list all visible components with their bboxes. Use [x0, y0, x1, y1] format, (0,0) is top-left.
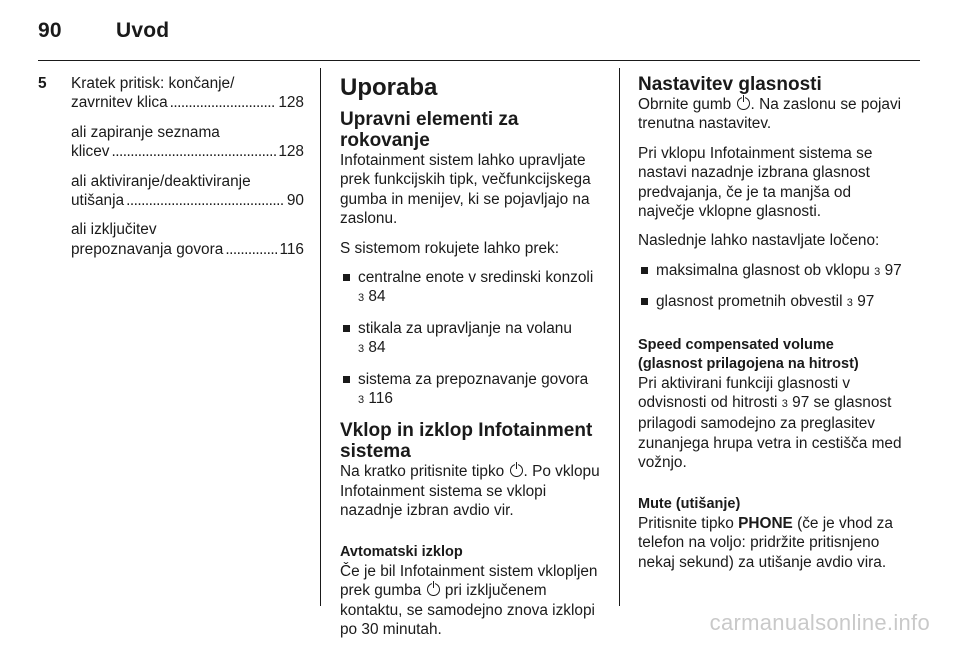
power-paragraph [340, 462, 603, 520]
page-reference[interactable] [358, 390, 393, 407]
reference-arrow-icon: 3 [358, 343, 365, 356]
page-header [38, 19, 169, 43]
text-run: se glasnost prilagodi samodejno za preglasitev zunanjega hrupa vetra in cestišča med vožnjo. [638, 394, 902, 472]
reference-arrow-icon: 3 [781, 398, 788, 411]
toc-entry [38, 123, 304, 162]
column-middle [340, 74, 603, 649]
text-run: Obrnite gumb [638, 96, 732, 113]
toc-entry [38, 220, 304, 259]
bullet-item [340, 370, 603, 411]
text-run: (če je vhod za telefon na voljo: pridržite pritisnjeno nekaj sekund) za utišanje avdio vira. [638, 514, 893, 571]
minor-heading: Avtomatski izklop [340, 543, 463, 560]
leader-dots [225, 240, 277, 259]
text-run: Na kratko pritisnite tipko [340, 463, 505, 481]
startup-volume-paragraph: Pri vklopu Infotainment sistema se nastavi nazadnje izbrana glasnost predvajanja, če je ta manjša od največje vklopne glasnosti. [638, 144, 873, 221]
reference-arrow-icon: 3 [846, 297, 853, 310]
entry-line: ali zapiranje seznama [71, 123, 220, 141]
entry-line: prepoznavanja govora [71, 240, 224, 258]
reference-arrow-icon: 3 [358, 292, 365, 305]
bullet-text: centralne enote v sredinski konzoli [358, 269, 594, 287]
page-link[interactable]: 84 [368, 288, 386, 306]
page-link[interactable]: 97 [884, 261, 902, 279]
power-knob-icon [427, 583, 440, 596]
watermark: carmanualsonline.info [709, 610, 930, 635]
page-link[interactable]: 97 [857, 293, 875, 311]
chapter-title: Uvod [116, 19, 170, 42]
subsection-heading: Nastavitev glasnosti [638, 74, 822, 95]
intro-paragraph: Infotainment sistem lahko upravljate prek funkcijskih tipk, večfunkcijskega gumba in menijev, ki se pojavljajo na zaslonu. [340, 152, 591, 228]
page-link[interactable]: 116 [368, 390, 393, 408]
minor-heading: Speed compensated volume [638, 336, 834, 353]
entry-line: Kratek pritisk: končanje/ [71, 75, 235, 92]
bullet-text: sistema za prepoznavanje govora [358, 370, 589, 388]
text-run: . Po vklopu Infotainment sistema se vklopi nazadnje izbran avdio vir. [340, 463, 600, 520]
page-link[interactable]: 128 [278, 94, 304, 112]
entry-line: klicev [71, 143, 110, 161]
text-run: Pritisnite tipko [638, 514, 734, 532]
minor-heading: Mute (utišanje) [638, 495, 741, 512]
separate-settings-paragraph: Naslednje lahko nastavljate ločeno: [638, 232, 880, 250]
item-number: 5 [38, 75, 47, 92]
column-right [638, 74, 904, 582]
page-reference[interactable] [358, 288, 386, 305]
subsection-heading: Vklop in izklop Infotainment sistema [340, 420, 593, 463]
bullet-text: glasnost prometnih obvestil [656, 293, 843, 311]
page-link[interactable]: 84 [368, 339, 386, 357]
auto-off-paragraph [340, 562, 603, 640]
page-link[interactable]: 97 [792, 394, 810, 412]
speed-volume-paragraph [638, 374, 904, 473]
mute-paragraph [638, 514, 904, 572]
page-link[interactable]: 128 [278, 143, 304, 161]
bullet-item [638, 261, 904, 282]
bullet-text: stikala za upravljanje na volanu [358, 319, 572, 337]
reference-arrow-icon: 3 [874, 265, 881, 278]
leader-dots [170, 93, 277, 112]
column-divider-2 [619, 68, 620, 606]
text-run: Če je bil Infotainment sistem vklopljen prek gumba [340, 562, 598, 600]
entry-line: ali aktiviranje/deaktiviranje [71, 172, 251, 190]
power-knob-icon [737, 97, 750, 110]
entry-ref-row [71, 191, 304, 210]
column-divider-1 [320, 68, 321, 606]
text-run: Pri aktivirani funkciji glasnosti v odvisnosti od hitrosti [638, 374, 851, 412]
bullet-item [638, 292, 904, 313]
entry-line: ali izključitev [71, 221, 157, 239]
entry-line: utišanja [71, 192, 125, 210]
section-heading: Uporaba [340, 74, 438, 101]
page-reference[interactable] [782, 394, 810, 411]
header-rule [38, 60, 920, 61]
page-reference[interactable] [874, 262, 902, 279]
bullet-item [340, 268, 603, 309]
entry-ref-row [71, 142, 304, 161]
column-left [38, 74, 304, 269]
phone-key-label: PHONE [738, 514, 793, 532]
page-reference[interactable] [358, 339, 386, 356]
toc-entry [38, 172, 304, 211]
entry-ref-row [71, 240, 304, 259]
leader-dots [111, 142, 276, 161]
text-run: . Na zaslonu se pojavi trenutna nastavitev. [638, 96, 902, 133]
page-reference[interactable] [847, 293, 875, 310]
volume-paragraph [638, 95, 904, 134]
lead-paragraph: S sistemom rokujete lahko prek: [340, 239, 559, 257]
minor-heading: (glasnost prilagojena na hitrost) [638, 355, 859, 372]
reference-arrow-icon: 3 [358, 394, 365, 407]
page-link[interactable]: 90 [286, 192, 304, 210]
entry-line: zavrnitev klica [71, 94, 168, 112]
bullet-item [340, 319, 603, 360]
page-number: 90 [38, 19, 62, 42]
power-knob-icon [510, 464, 523, 477]
subsection-heading: Upravni elementi za rokovanje [340, 109, 519, 151]
text-run: pri izključenem kontaktu, se samodejno znova izklopi po 30 minutah. [340, 582, 595, 638]
entry-ref-row [71, 93, 304, 112]
toc-entry [38, 74, 304, 113]
leader-dots [126, 191, 285, 210]
page-link[interactable]: 116 [279, 240, 304, 258]
bullet-text: maksimalna glasnost ob vklopu [656, 261, 870, 279]
